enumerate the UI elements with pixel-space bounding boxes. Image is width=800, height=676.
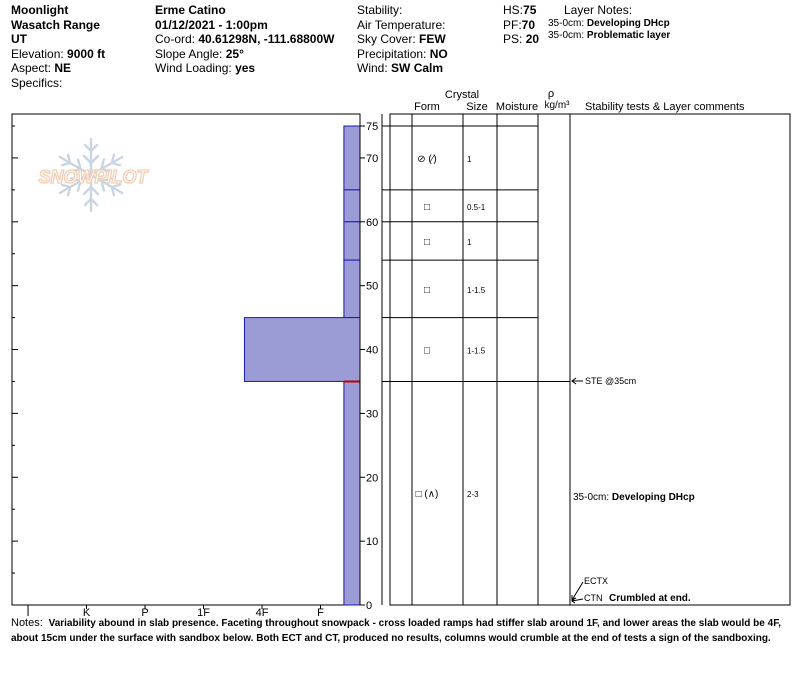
ctn-test: CTN Crumbled at end. bbox=[584, 593, 691, 604]
rho-header: ρ bbox=[547, 88, 555, 100]
layer-size: 1 bbox=[467, 154, 472, 164]
arrow-icon bbox=[572, 598, 583, 603]
coord-row: Co-ord: 40.61298N, -111.68800W bbox=[155, 32, 335, 47]
ste-label: STE @35cm bbox=[585, 376, 637, 386]
ps-value: 20 bbox=[525, 32, 540, 47]
observer-name: Erme Catino bbox=[155, 3, 226, 17]
notes-label: Notes: bbox=[11, 617, 43, 629]
aspect-row: Aspect: NE bbox=[11, 61, 72, 76]
coord-value: 40.61298N, -111.68800W bbox=[198, 32, 335, 47]
location-name: Moonlight bbox=[11, 3, 69, 17]
wind-value: SW Calm bbox=[391, 61, 444, 76]
layer-comment: 35-0cm: Developing DHcp bbox=[573, 492, 695, 503]
depth-tick-label: 40 bbox=[366, 344, 379, 357]
form-header: Form bbox=[414, 101, 440, 113]
arrow-icon bbox=[572, 378, 583, 384]
state-name: UT bbox=[11, 32, 27, 47]
bottom-tests bbox=[572, 576, 691, 604]
wind-row: Wind: SW Calm bbox=[357, 61, 444, 76]
layer-form: □ bbox=[423, 284, 431, 296]
elevation-row: Elevation: 9000 ft bbox=[11, 46, 106, 61]
size-header: Size bbox=[466, 101, 488, 113]
observation-datetime: 01/12/2021 - 1:00pm bbox=[155, 17, 268, 32]
layer-form: □ (∧) bbox=[415, 489, 439, 501]
layer-table-frame bbox=[390, 114, 790, 605]
hardness-bar bbox=[344, 190, 360, 222]
hardness-tick-label: I bbox=[26, 607, 30, 619]
precip-row: Precipitation: NO bbox=[357, 46, 448, 61]
layer-rows bbox=[382, 114, 570, 605]
hardness-bars bbox=[244, 126, 360, 605]
stability-label: Stability: bbox=[357, 3, 403, 17]
hardness-bar bbox=[344, 126, 360, 190]
pf-value: 70 bbox=[521, 17, 536, 32]
depth-axis bbox=[360, 114, 378, 612]
layer-size: 1 bbox=[467, 237, 472, 247]
wind-loading-row: Wind Loading: yes bbox=[155, 61, 256, 76]
slope-row: Slope Angle: 25° bbox=[155, 46, 244, 61]
hardness-tick-label: P bbox=[141, 607, 149, 619]
layer-note-2: 35-0cm: Problematic layer bbox=[548, 29, 671, 41]
hardness-bar bbox=[244, 318, 360, 382]
notes bbox=[11, 616, 796, 646]
aspect-value: NE bbox=[54, 61, 72, 76]
specifics-label: Specifics: bbox=[11, 75, 63, 90]
comments-header: Stability tests & Layer comments bbox=[585, 101, 745, 113]
notes-text: Variability abound in slab presence. Faceting throughout snowpack - cross loaded ramps had stiffer slab around 1F, and lower areas the slab would be 4F, about 15cm under the surface with sandbox below. Both ECT and CT, produced no results, columns would crumble at the end of tests a sign of the sandboxing. bbox=[11, 618, 781, 644]
sky-value: FEW bbox=[419, 32, 446, 47]
left-depth-ticks bbox=[12, 126, 18, 605]
layer-size: 0.5-1 bbox=[467, 202, 486, 212]
hardness-bar bbox=[344, 381, 360, 605]
depth-tick-label: 50 bbox=[366, 280, 379, 293]
depth-tick-label: 30 bbox=[366, 408, 379, 421]
layer-size: 1-1.5 bbox=[467, 285, 486, 295]
depth-tick-label: 75 bbox=[366, 121, 379, 133]
hardness-tick-label: K bbox=[82, 607, 91, 619]
layer-note-1: 35-0cm: Developing DHcp bbox=[548, 17, 670, 29]
range-name: Wasatch Range bbox=[11, 17, 100, 32]
depth-tick-label: 20 bbox=[366, 472, 379, 485]
layer-form: □ bbox=[423, 345, 431, 357]
depth-tick-label: 10 bbox=[366, 536, 379, 549]
arrow-icon bbox=[572, 582, 583, 600]
layer-form: □ bbox=[423, 201, 431, 213]
precip-value: NO bbox=[429, 46, 448, 61]
depth-tick-label: 0 bbox=[366, 600, 373, 612]
stability-test-ste bbox=[572, 376, 636, 386]
layer-form: □ bbox=[423, 236, 431, 248]
wind-loading-value: yes bbox=[235, 61, 256, 76]
hardness-tick-label: F bbox=[317, 607, 324, 619]
ectx-label: ECTX bbox=[584, 576, 609, 586]
depth-tick-label: 70 bbox=[366, 152, 379, 165]
layer-size: 1-1.5 bbox=[467, 346, 486, 356]
hardness-tick-label: 1F bbox=[197, 607, 210, 619]
depth-tick-label: 60 bbox=[366, 216, 379, 229]
hardness-tick-label: 4F bbox=[255, 607, 269, 619]
elevation-value: 9000 ft bbox=[67, 46, 106, 61]
snowpilot-logo-text: SNOWPILOT bbox=[38, 167, 148, 187]
pf-row: PF:70 bbox=[503, 17, 536, 32]
slope-value: 25° bbox=[225, 46, 244, 61]
hs-value: 75 bbox=[523, 3, 537, 17]
moisture-header: Moisture bbox=[495, 101, 539, 113]
layer-form: ⊘ (⁄) bbox=[417, 153, 437, 165]
crystal-header: Crystal bbox=[444, 89, 480, 101]
layer-size: 2-3 bbox=[467, 490, 479, 500]
snowpilot-logo bbox=[39, 139, 150, 211]
density-unit-header: kg/m³ bbox=[544, 100, 570, 111]
ps-row: PS: 20 bbox=[503, 32, 540, 47]
hs-row: HS:75 bbox=[503, 3, 537, 17]
sky-row: Sky Cover: FEW bbox=[357, 32, 446, 47]
hardness-bar bbox=[344, 260, 360, 317]
air-temp-label: Air Temperature: bbox=[357, 17, 446, 32]
layer-notes-title: Layer Notes: bbox=[564, 3, 633, 17]
hardness-bar bbox=[344, 222, 360, 260]
